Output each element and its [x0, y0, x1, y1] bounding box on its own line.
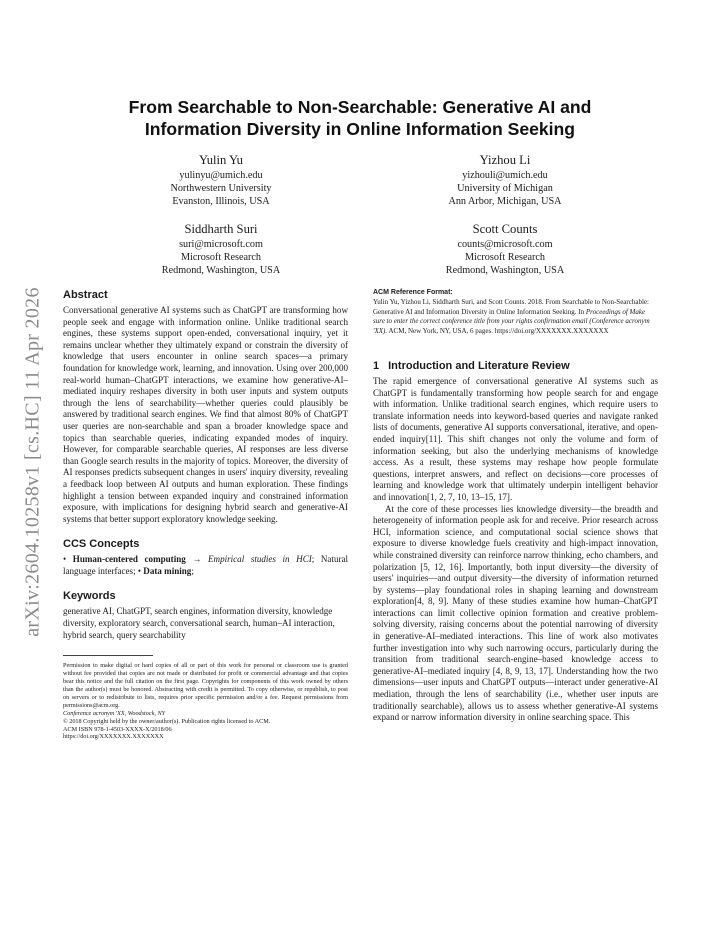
author-affiliation: Microsoft Research	[464, 252, 546, 263]
acm-reference-heading: ACM Reference Format:	[373, 289, 453, 296]
author-email: yulinyu@umich.edu	[179, 170, 263, 181]
author-location: Evanston, Illinois, USA	[172, 196, 270, 207]
paper-title	[60, 96, 660, 140]
author-email: yizhouli@umich.edu	[462, 170, 548, 181]
author-block-3	[101, 221, 341, 277]
arxiv-watermark	[22, 262, 44, 662]
acm-reference-text	[373, 298, 658, 336]
author-location: Redmond, Washington, USA	[445, 265, 565, 276]
acm-reference-plain: Yulin Yu, Yizhou Li, Siddharth Suri, and Scott Counts. 2018. From Searchable to Non-Searchable: Generative AI and Information Diversity in Online Information Seeking. In	[373, 298, 649, 316]
intro-paragraph-2: At the core of these processes lies knowledge diversity—the breadth and heterogeneity of information people ask for and receive. Prior research across HCI, information science, and computational social science shows that exposure to diverse knowledge fuels creativity and high-impact innovation, while constrained diversity can reinforce narrow thinking, echo chambers, and polarization [5, 12, 16]. Importantly, both input diversity—the diversity of users' inquiries—and output diversity—the diversity of information returned by systems—play foundational roles in shaping learning and downstream exploration[4, 8, 9]. Many of these studies examine how human–ChatGPT interactions can limit collective opinion formation and creative problem-solving diversity, raising concerns about the potential narrowing of diversity in generative-AI–mediated interactions. This line of work also motivates further investigation into why such narrowing occurs, particularly during the transition from traditional search-engine–based knowledge access to generative-AI–mediated inquiry [4, 8, 9, 13, 17]. Understanding how the two dimensions—user inputs and ChatGPT outputs—interact under generative-AI mediation, through the lens of searchability (i.e., whether user inputs are traditionally searchable), allows us to assess whether generative-AI systems expand or narrow information diversity in online searching space. This	[373, 503, 658, 723]
author-affiliation: University of Michigan	[457, 183, 553, 194]
footnote-divider	[63, 655, 153, 656]
ccs-concept-secondary: Data mining	[143, 565, 192, 576]
keywords-text: generative AI, ChatGPT, search engines, information diversity, knowledge diversity, exploratory search, conversational search, human–AI interaction, hybrid search, query searchability	[63, 606, 335, 640]
left-column	[63, 289, 348, 741]
intro-paragraph-1: The rapid emergence of conversational generative AI systems such as ChatGPT is fundamentally transforming how people search for and engage with information. Unlike traditional search engines, which require users to translate information needs into keyword-based queries and navigate ranked lists of documents, generative AI supports conversational, iterative, and open-ended inquiry[11]. This shift changes not only the volume and form of information seeking, but also the underlying mechanisms of knowledge access. As a result, these systems may reshape how people formulate questions, interpret answers, and reflect on decisions—core processes of learning and knowledge work that ultimately underpin intelligent behavior and innovation[1, 2, 7, 10, 13–15, 17].	[373, 376, 658, 502]
isbn-line: ACM ISBN 978-1-4503-XXXX-X/2018/06	[63, 725, 172, 733]
conference-line: Conference acronym 'XX, Woodstock, NY	[63, 709, 166, 717]
author-block-2	[385, 152, 625, 208]
author-block-4	[385, 221, 625, 277]
author-affiliation: Microsoft Research	[180, 252, 262, 263]
author-location: Redmond, Washington, USA	[161, 265, 281, 276]
ccs-concept-primary: Human-centered computing	[72, 554, 186, 565]
author-location: Ann Arbor, Michigan, USA	[448, 196, 562, 207]
title-line-1: From Searchable to Non-Searchable: Generative AI and	[128, 97, 592, 117]
ccs-heading: CCS Concepts	[63, 538, 140, 551]
author-email: counts@microsoft.com	[457, 239, 553, 250]
abstract-text: Conversational generative AI systems such as ChatGPT are transforming how people seek and engage with information online. Unlike traditional search engines, these systems support open-ended, conversational inquiry, yet it remains unclear whether they ultimately expand or constrain the diversity of knowledge that users encounter in online search spaces—a primary foundation for knowledge work, learning, and innovation. Using over 200,000 real-world human–ChatGPT interactions, we examine how generative-AI–mediated inquiry reshapes diversity in both user inputs and system outputs through the lens of searchability—whether queries could plausibly be answered by traditional search engines. We find that almost 80% of ChatGPT user queries are non-searchable and span a broader knowledge space and topics than searchable queries, indicating expanded modes of inquiry. However, for comparable searchable queries, AI responses are less diverse than Google search results in the majority of topics. Moreover, the diversity of AI responses predicts subsequent changes in users' inquiry diversity, revealing a feedback loop between AI outputs and human exploration. These findings highlight a tension between expanded inquiry and constrained information exposure, with implications for designing hybrid search and generative-AI systems that better support exploratory knowledge seeking.	[63, 305, 348, 524]
author-name: Siddharth Suri	[184, 222, 258, 236]
arrow-icon: →	[192, 554, 202, 565]
acm-reference-venue: Proceedings of Make sure to enter the correct conference title from your rights confirmation email (Conference acronym 'XX).	[373, 307, 650, 335]
author-name: Scott Counts	[472, 222, 538, 236]
author-block-1	[101, 152, 341, 208]
author-affiliation: Northwestern University	[170, 183, 272, 194]
ccs-concept-sub: Empirical studies in HCI	[208, 554, 312, 565]
copyright-line: © 2018 Copyright held by the owner/author(s). Publication rights licensed to ACM.	[63, 717, 271, 725]
acm-reference-end: ACM, New York, NY, USA, 6 pages. https://doi.org/XXXXXXX.XXXXXXX	[387, 326, 609, 335]
author-name: Yulin Yu	[199, 153, 243, 167]
ccs-text	[63, 554, 348, 577]
section-title: Introduction and Literature Review	[388, 360, 570, 372]
doi-line: https://doi.org/XXXXXXX.XXXXXXX	[63, 733, 164, 741]
bullet: •	[137, 565, 142, 576]
permission-notice: Permission to make digital or hard copies of all or part of this work for personal or classroom use is granted without fee provided that copies are not made or distributed for profit or commercial advantage and that copies bear this notice and the full citation on the first page. Copyrights for components of this work owned by others than the author(s) must be honored. Abstracting with credit is permitted. To copy otherwise, or republish, to post on servers or to redistribute to lists, requires prior specific permission and/or a fee. Request permissions from permissions@acm.org.	[63, 662, 348, 709]
section-1-heading	[373, 360, 658, 372]
arxiv-identifier: arXiv:2604.10258v1 [cs.HC] 11 Apr 2026	[21, 287, 44, 637]
ccs-concept-rest: ; Natural language interfaces;	[63, 554, 349, 576]
bullet: •	[63, 554, 67, 565]
abstract-heading: Abstract	[63, 289, 108, 301]
author-name: Yizhou Li	[479, 153, 531, 167]
right-column	[373, 289, 658, 724]
author-email: suri@microsoft.com	[179, 239, 263, 250]
section-number: 1	[373, 360, 380, 372]
keywords-heading: Keywords	[63, 590, 116, 603]
ccs-concept-end: ;	[191, 565, 194, 576]
title-line-2: Information Diversity in Online Information Seeking	[144, 119, 576, 139]
